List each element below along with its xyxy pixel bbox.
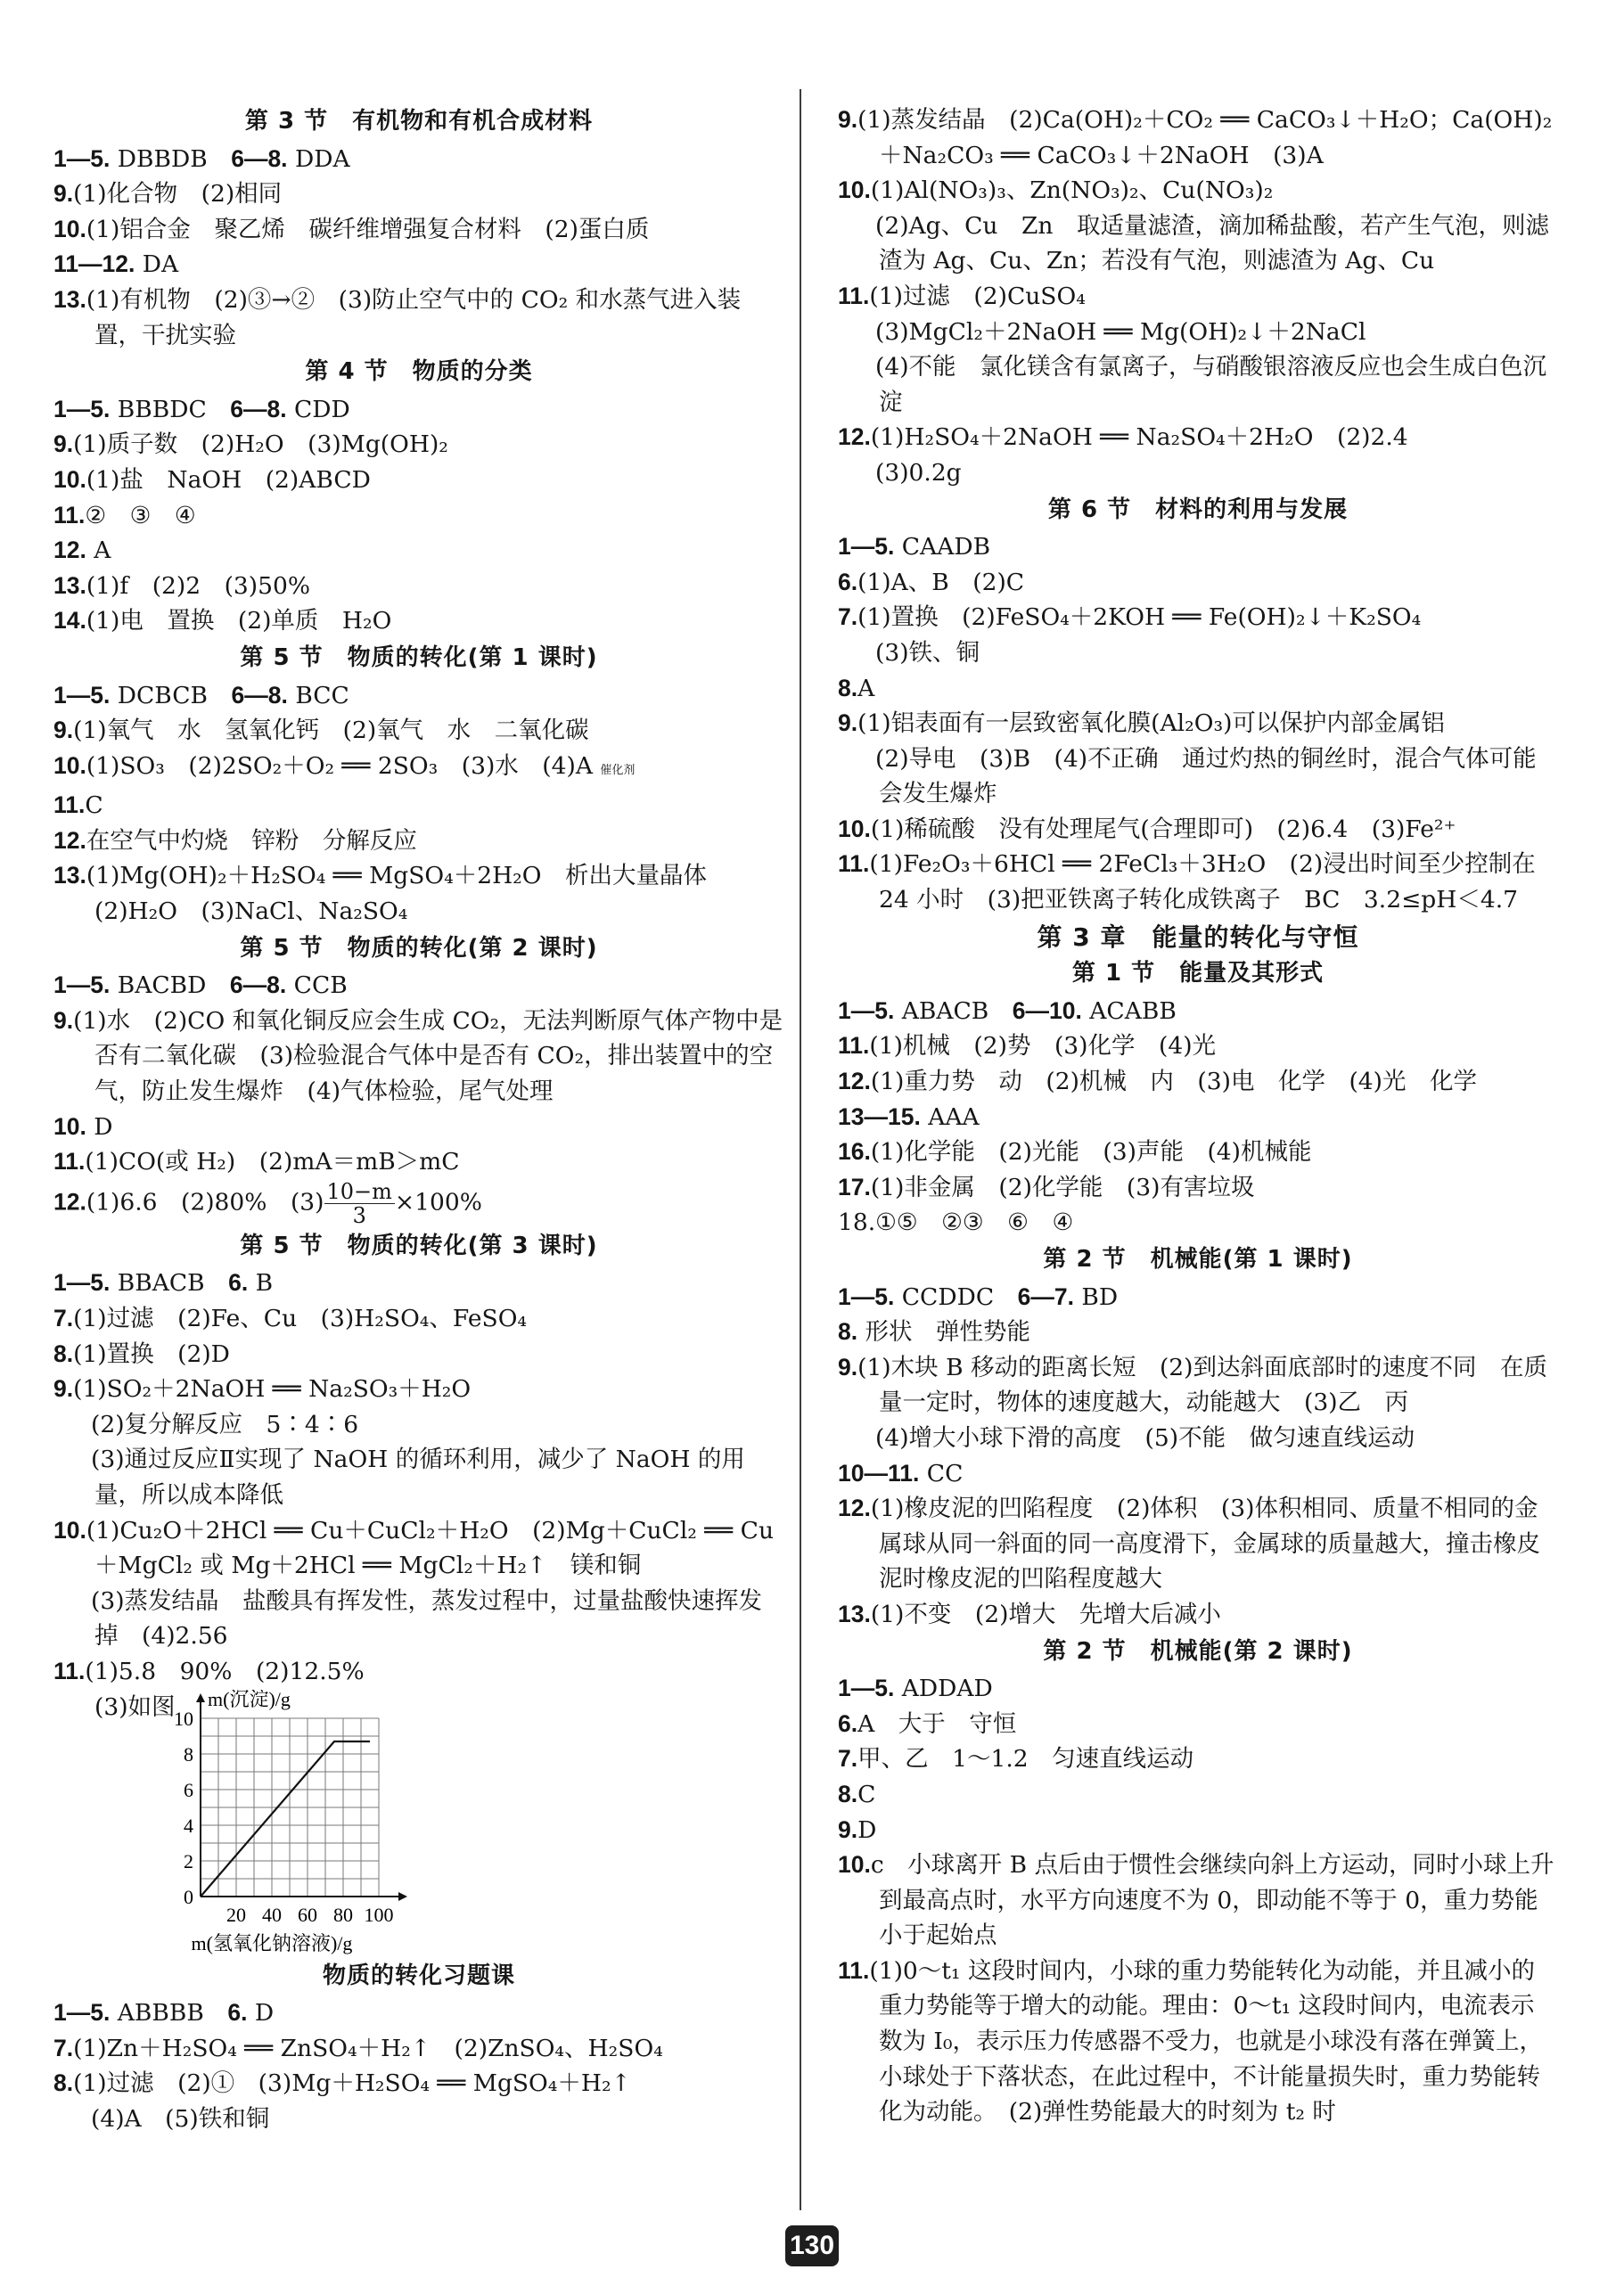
column-divider xyxy=(800,89,801,2210)
answer-line: 18.①⑤ ②③ ⑥ ④ xyxy=(838,1209,1074,1237)
answer-line: (4)不能 氯化镁含有氯离子，与硝酸银溶液反应也会生成白色沉淀 xyxy=(875,353,1547,416)
answer-line: 11.② ③ ④ xyxy=(53,501,196,529)
x-tick-label: 20 xyxy=(226,1903,246,1926)
y-tick-label: 8 xyxy=(184,1742,193,1766)
section-heading: 第 3 节 有机物和有机合成材料 xyxy=(244,108,594,135)
answer-line: (4)A (5)铁和铜 xyxy=(91,2104,270,2133)
answer-line: 10.c 小球离开 B 点后由于惯性会继续向斜上方运动，同时小球上升到最高点时，水平方向速度不为 0，即动能不等于 0，重力势能小于起始点 xyxy=(838,1851,1554,1950)
answer-line: 1—5. BBBDC 6—8. CDD xyxy=(53,395,350,423)
answer-line: (3)铁、铜 xyxy=(875,638,980,667)
answer-line: 6.A 大于 守恒 xyxy=(838,1709,1017,1738)
answer-line: (2)导电 (3)B (4)不正确 通过灼热的铜丝时，混合气体可能会发生爆炸 xyxy=(875,744,1537,808)
answer-line: 13.(1)f (2)2 (3)50% xyxy=(53,571,311,600)
section-heading: 第 5 节 物质的转化(第 3 课时) xyxy=(240,1232,598,1259)
answer-line: 8. 形状 弹性势能 xyxy=(838,1318,1031,1347)
answer-line: 10.(1)Cu₂O＋2HCl ══ Cu＋CuCl₂＋H₂O (2)Mg＋CuCl₂ ══ Cu＋MgCl₂ 或 Mg＋2HCl ══ MgCl₂＋H₂↑ 镁和铜 xyxy=(53,1516,775,1580)
answer-line: 12.在空气中灼烧 锌粉 分解反应 xyxy=(53,826,417,855)
answer-line: 12.(1)重力势 动 (2)机械 内 (3)电 化学 (4)光 化学 xyxy=(838,1068,1477,1096)
answer-line: 12.(1)H₂SO₄＋2NaOH ══ Na₂SO₄＋2H₂O (2)2.4 xyxy=(838,423,1408,452)
answer-line: 9.D xyxy=(838,1815,877,1844)
answer-line: 7.(1)过滤 (2)Fe、Cu (3)H₂SO₄、FeSO₄ xyxy=(53,1305,528,1332)
answer-line: 8.(1)置换 (2)D xyxy=(53,1340,230,1368)
answer-line: (2)Ag、Cu Zn 取适量滤渣，滴加稀盐酸，若产生气泡，则滤渣为 Ag、Cu、Zn；若没有气泡，则滤渣为 Ag、Cu xyxy=(875,211,1549,275)
answer-line: 1—5. BACBD 6—8. CCB xyxy=(53,971,348,1000)
answer-line: 8.A xyxy=(838,674,875,702)
answer-line: 17.(1)非金属 (2)化学能 (3)有害垃圾 xyxy=(838,1173,1255,1201)
answer-line: 13.(1)Mg(OH)₂＋H₂SO₄ ══ MgSO₄＋2H₂O 析出大量晶体 (2)H₂O (3)NaCl、Na₂SO₄ xyxy=(53,862,731,926)
answer-line: 1—5. CCDDC 6—7. BD xyxy=(838,1282,1119,1311)
y-axis-arrow xyxy=(196,1693,205,1702)
answer-line: 7.(1)置换 (2)FeSO₄＋2KOH ══ Fe(OH)₂↓＋K₂SO₄ xyxy=(838,603,1422,632)
answer-line: 1—5. CAADB xyxy=(838,533,991,561)
answer-line: (3)蒸发结晶 盐酸具有挥发性，蒸发过程中，过量盐酸快速挥发掉 (4)2.56 xyxy=(91,1586,763,1651)
precipitate-chart xyxy=(138,1690,530,1957)
answer-line: (2)复分解反应 5∶4∶6 xyxy=(91,1410,359,1438)
right-column xyxy=(838,102,1558,2130)
answer-line: 1—5. ADDAD xyxy=(838,1675,993,1703)
precipitate-series-line xyxy=(201,1741,370,1897)
answer-line: 9.(1)蒸发结晶 (2)Ca(OH)₂＋CO₂ ══ CaCO₃↓＋H₂O；Ca(OH)₂＋Na₂CO₃ ══ CaCO₃↓＋2NaOH (3)A xyxy=(838,106,1553,169)
answer-line: 1—5. BBACB 6. B xyxy=(53,1269,274,1298)
x-tick-label: 100 xyxy=(364,1903,394,1926)
section-heading: 第 2 节 机械能(第 2 课时) xyxy=(1043,1637,1353,1665)
answer-line: 13.(1)不变 (2)增大 先增大后减小 xyxy=(838,1600,1221,1628)
y-tick-label: 2 xyxy=(184,1849,193,1872)
answer-line: 11.(1)5.8 90% (2)12.5% xyxy=(53,1657,365,1685)
x-axis-label: m(氢氧化钠溶液)/g xyxy=(191,1931,353,1954)
answer-line: 11—12. DA xyxy=(53,250,179,279)
y-tick-label: 10 xyxy=(174,1707,193,1730)
y-tick-label: 0 xyxy=(184,1885,193,1908)
answer-line: (3)通过反应Ⅱ实现了 NaOH 的循环利用，减少了 NaOH 的用量，所以成本降低 xyxy=(91,1446,745,1509)
answer-line: 9.(1)铝表面有一层致密氧化膜(Al₂O₃)可以保护内部金属铝 xyxy=(838,709,1445,738)
section-heading: 第 5 节 物质的转化(第 1 课时) xyxy=(240,643,598,671)
y-tick-label: 4 xyxy=(184,1814,193,1837)
page-number: 130 xyxy=(785,2225,839,2266)
x-tick-label: 60 xyxy=(298,1903,317,1926)
answer-line: 13.(1)有机物 (2)③→② (3)防止空气中的 CO₂ 和水蒸气进入装置，干扰实验 xyxy=(53,285,742,349)
answer-line: 10.(1)稀硫酸 没有处理尾气(合理即可) (2)6.4 (3)Fe²⁺ xyxy=(838,815,1456,843)
section-heading: 第 2 节 机械能(第 1 课时) xyxy=(1043,1246,1353,1273)
answer-line: 10.(1)铝合金 聚乙烯 碳纤维增强复合材料 (2)蛋白质 xyxy=(53,215,650,243)
answer-line: 9.(1)SO₂＋2NaOH ══ Na₂SO₃＋H₂O xyxy=(53,1375,472,1404)
answer-line: 1—5. DCBCB 6—8. BCC xyxy=(53,681,349,709)
answer-line: 10.(1)SO₃ (2)2SO₂＋O₂ ══ 2SO₃ (3)水 (4)A 催化剂 xyxy=(53,751,636,780)
answer-line: 6.(1)A、B (2)C xyxy=(838,568,1025,596)
x-axis-arrow xyxy=(398,1892,407,1901)
answer-line: 13—15. AAA xyxy=(838,1102,980,1131)
answer-line: 10. D xyxy=(53,1112,113,1141)
x-tick-label: 80 xyxy=(333,1903,353,1926)
answer-line: 9.(1)质子数 (2)H₂O (3)Mg(OH)₂ xyxy=(53,430,448,459)
catalyst-label: 催化剂 xyxy=(600,763,636,777)
answer-line: 7.甲、乙 1～1.2 匀速直线运动 xyxy=(838,1745,1194,1774)
answer-line: 11.C xyxy=(53,791,103,820)
section-heading: 第 6 节 材料的利用与发展 xyxy=(1047,496,1349,523)
answer-line: 12. A xyxy=(53,537,111,565)
section-heading: 第 4 节 物质的分类 xyxy=(305,358,533,386)
x-tick-label: 40 xyxy=(262,1903,282,1926)
answer-line: 10.(1)Al(NO₃)₃、Zn(NO₃)₂、Cu(NO₃)₂ xyxy=(838,176,1274,205)
answer-line: (4)增大小球下滑的高度 (5)不能 做匀速直线运动 xyxy=(875,1423,1415,1452)
answer-line: 1—5. ABACB 6—10. ACABB xyxy=(838,996,1177,1025)
y-axis-label: m(沉淀)/g xyxy=(208,1689,291,1710)
answer-line: 8.C xyxy=(838,1780,876,1808)
answer-line: (3)MgCl₂＋2NaOH ══ Mg(OH)₂↓＋2NaCl xyxy=(875,317,1366,346)
section-heading: 第 5 节 物质的转化(第 2 课时) xyxy=(240,934,598,962)
answer-line: 8.(1)过滤 (2)① (3)Mg＋H₂SO₄ ══ MgSO₄＋H₂↑ xyxy=(53,2069,631,2098)
answer-line: 9.(1)氧气 水 氢氧化钙 (2)氧气 水 二氧化碳 xyxy=(53,717,589,745)
precipitate-chart-area xyxy=(53,1690,784,1957)
answer-line: (3)0.2g xyxy=(875,458,962,487)
section-heading: 第 1 节 能量及其形式 xyxy=(1071,960,1325,987)
section-heading: 物质的转化习题课 xyxy=(322,1962,515,1989)
answer-line: 9.(1)化合物 (2)相同 xyxy=(53,180,283,209)
answer-line: 9.(1)木块 B 移动的距离长短 (2)到达斜面底部时的速度不同 在质量一定时，物体的速度越大，动能越大 (3)乙 丙 xyxy=(838,1353,1548,1417)
chapter-heading: 第 3 章 能量的转化与守恒 xyxy=(1037,922,1359,952)
answer-line: 11.(1)CO(或 H₂) (2)mA＝mB＞mC xyxy=(53,1148,460,1176)
answer-line: 12.(1)橡皮泥的凹陷程度 (2)体积 (3)体积相同、质量不相同的金属球从同一斜面的同一高度滑下，金属球的质量越大，撞击橡皮泥时橡皮泥的凹陷程度越大 xyxy=(838,1495,1540,1594)
answer-line: 11.(1)0～t₁ 这段时间内，小球的重力势能转化为动能，并且减小的重力势能等于增大的动能。理由：0～t₁ 这段时间内，电流表示数为 I₀，表示压力传感器不受力，也就是小球没有落在弹簧上，小球处于下落状态，在此过程中，不计能量损失时，重力势能转化为动能。 (2)弹性势能最大的时刻为 t₂ 时 xyxy=(838,1956,1544,2126)
answer-line: 1—5. ABBBB 6. D xyxy=(53,1999,275,2028)
answer-line: 1—5. DBBDB 6—8. DDA xyxy=(53,144,350,173)
answer-line: 9.(1)水 (2)CO 和氧化铜反应会生成 CO₂，无法判断原气体产物中是否有二氧化碳 (3)检验混合气体中是否有 CO₂，排出装置中的空气，防止发生爆炸 (4)气体检验，尾气处理 xyxy=(53,1006,783,1106)
answer-line: 11.(1)Fe₂O₃＋6HCl ══ 2FeCl₃＋3H₂O (2)浸出时间至少控制在 24 小时 (3)把亚铁离子转化成铁离子 BC 3.2≤pH＜4.7 xyxy=(838,850,1536,914)
chart-caption: (3)如图 xyxy=(94,1692,176,1721)
answer-line: 7.(1)Zn＋H₂SO₄ ══ ZnSO₄＋H₂↑ (2)ZnSO₄、H₂SO₄ xyxy=(53,2034,663,2062)
answer-line: 11.(1)机械 (2)势 (3)化学 (4)光 xyxy=(838,1032,1217,1061)
fraction: $\frac{10-m}{3}$ xyxy=(324,1180,395,1227)
answer-line: 12.(1)6.6 (2)80% (3) $\frac{10-m}{3}$ ×100% xyxy=(53,1178,482,1228)
answer-line: 16.(1)化学能 (2)光能 (3)声能 (4)机械能 xyxy=(838,1138,1312,1167)
left-column xyxy=(53,102,784,2137)
answer-line: 14.(1)电 置换 (2)单质 H₂O xyxy=(53,607,392,635)
answer-line: 11.(1)过滤 (2)CuSO₄ xyxy=(838,282,1086,310)
answer-line: 10.(1)盐 NaOH (2)ABCD xyxy=(53,465,371,494)
y-tick-label: 6 xyxy=(184,1778,193,1801)
answer-line: 10—11. CC xyxy=(838,1459,964,1487)
